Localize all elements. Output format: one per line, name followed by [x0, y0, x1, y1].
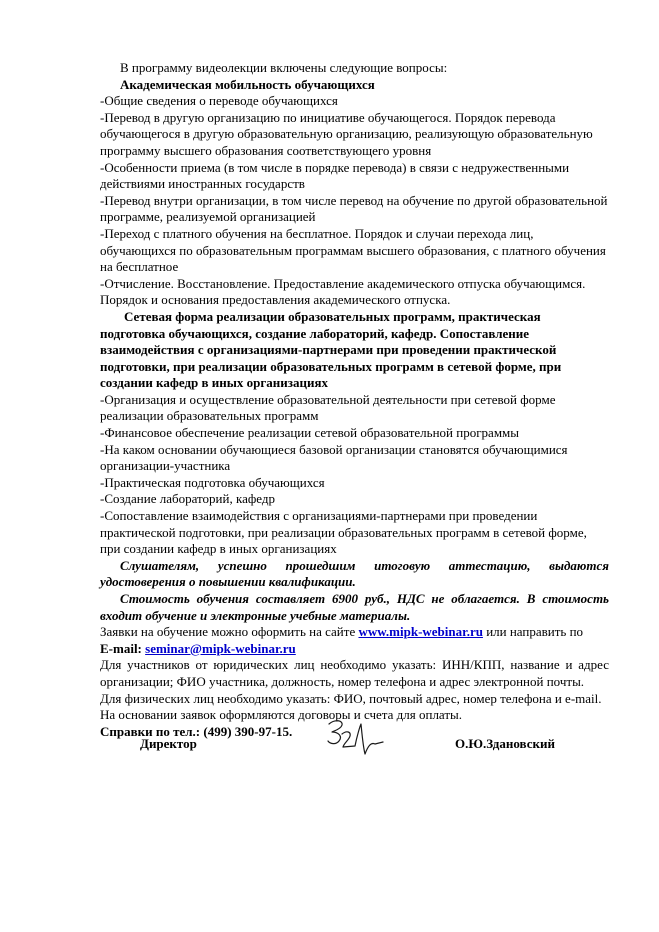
apply-text-after: или направить по	[482, 624, 584, 640]
section1-item: -Перевод внутри организации, в том числе перевод на обучение по другой образовательной программе, реализуемой организацией	[100, 192, 608, 225]
individual-note: Для физических лиц необходимо указать: ФИО, почтовый адрес, номер телефона и e-mail.	[100, 690, 602, 706]
section1-item: -Переход с платного обучения на бесплатное. Порядок и случаи перехода лиц, обучающихся по образовательным программам высшего образования, с платного обучения на бесплатное	[100, 225, 606, 275]
section2-item: -На каком основании обучающиеся базовой организации становятся обучающимися организации-участника	[100, 441, 568, 474]
section2-item: -Практическая подготовка обучающихся	[100, 474, 325, 490]
section2-item: -Сопоставление взаимодействия с организациями-партнерами при проведении практической подготовки, при реализации образовательных программ в сетевой форме, при создании кафедр в иных организациях	[100, 508, 587, 557]
section2-item: -Финансовое обеспечение реализации сетевой образовательной программы	[100, 425, 520, 441]
section2-item: -Создание лабораторий, кафедр	[100, 491, 275, 507]
section1-item: -Особенности приема (в том числе в порядке перевода) в связи с недружественными действиями иностранных государств	[100, 159, 570, 192]
document-body	[100, 60, 609, 740]
email-label: E-mail:	[100, 640, 146, 656]
section1-item: -Перевод в другую организацию по инициативе обучающегося. Порядок перевода обучающегося в другую образовательную организацию, реализующую образовательную программу высшего образования соответствующего уровня	[100, 109, 593, 158]
email-line	[100, 641, 609, 658]
director-name: О.Ю.Здановский	[455, 736, 555, 751]
contracts-note: На основании заявок оформляются договоры и счета для оплаты.	[100, 707, 463, 723]
site-link[interactable]: www.mipk-webinar.ru	[358, 624, 483, 640]
section1-item: -Отчисление. Восстановление. Предоставление академического отпуска обучающимся. Порядок и основания предоставления академического отпуска.	[100, 275, 586, 308]
apply-line	[100, 624, 609, 641]
cost-note: Стоимость обучения составляет 6900 руб., НДС не облагается. В стоимость входит обучение и электронные учебные материалы.	[100, 591, 609, 623]
section2-item: -Организация и осуществление образовательной деятельности при сетевой форме реализации образовательных программ	[100, 391, 556, 424]
signature-image	[325, 716, 387, 760]
legal-entity-note: Для участников от юридических лиц необходимо указать: ИНН/КПП, название и адрес организации; ФИО участника, должность, номер телефона и адрес электронной почты.	[100, 657, 609, 689]
certificate-note: Слушателям, успешно прошедшим итоговую аттестацию, выдаются удостоверения о повышении квалификации.	[100, 557, 609, 590]
email-link[interactable]: seminar@mipk-webinar.ru	[145, 640, 296, 656]
phone-info: Справки по тел.: (499) 390-97-15.	[100, 723, 293, 739]
section1-heading: Академическая мобильность обучающихся	[120, 76, 375, 92]
section2-heading: Сетевая форма реализации образовательных программ, практическая подготовка обучающихся, создание лабораторий, кафедр. Сопоставление взаимодействия с организациями-партнерами при проведении практической подготовки, при реализации образовательных программ в сетевой форме, при создании кафедр в иных организациях	[100, 308, 562, 391]
section1-item: -Общие сведения о переводе обучающихся	[100, 93, 338, 109]
director-label: Директор	[140, 736, 197, 751]
signature-block	[100, 712, 609, 762]
intro-text: В программу видеолекции включены следующие вопросы:	[120, 60, 448, 75]
apply-text: Заявки на обучение можно оформить на сайте	[100, 624, 359, 640]
